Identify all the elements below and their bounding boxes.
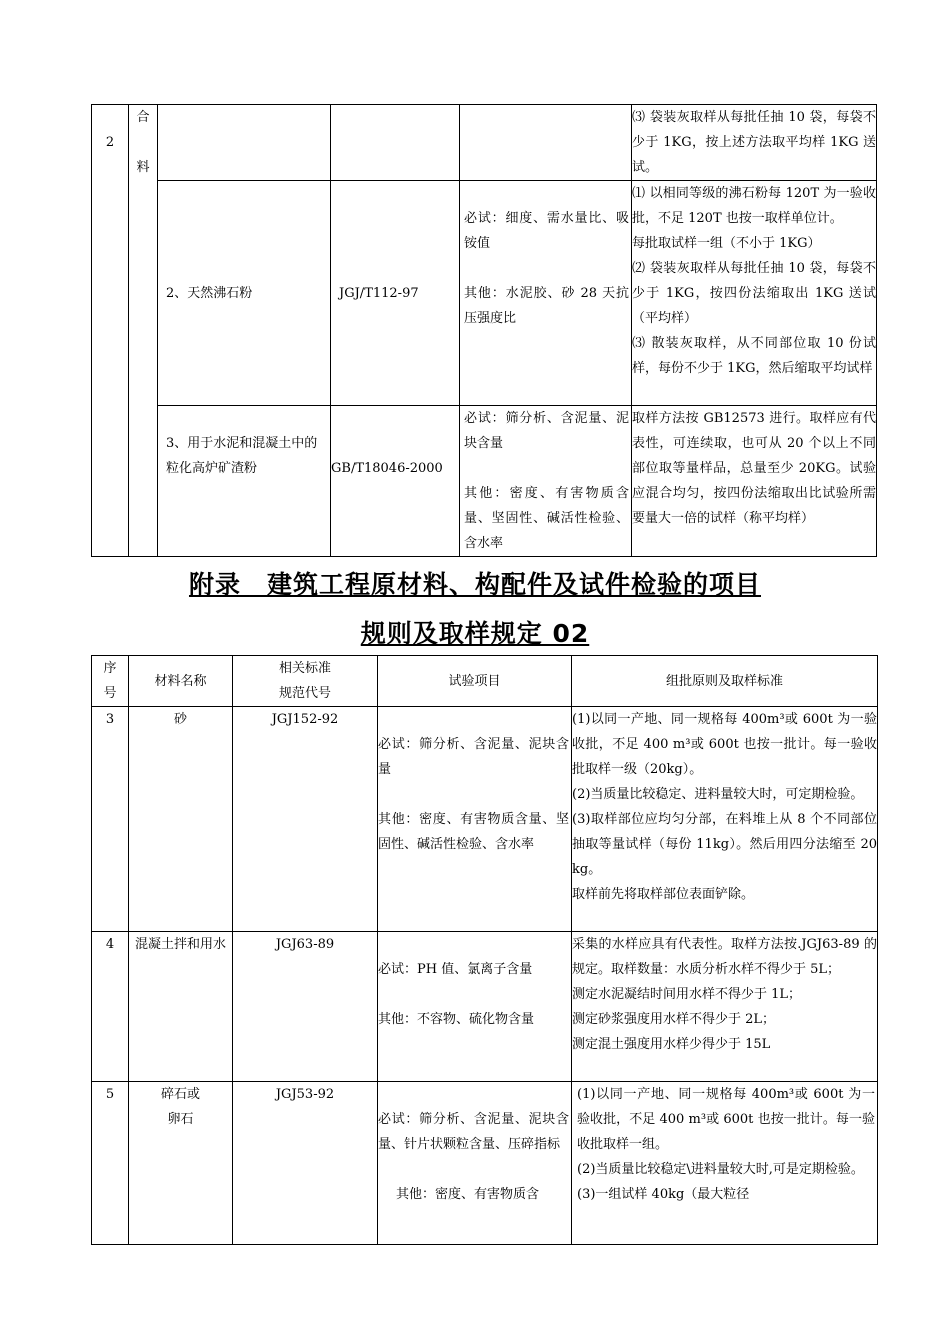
sampling-cell: 取样方法按 GB12573 进行。取样应有代表性，可连续取，也可从 20 个以上不同部位取等量样品，总量至少 20KG。试验应混合均匀，按四份法缩取出比试验所需要量大一倍的试样（称平均样） [632,406,877,557]
material-name-cell: 混凝土拌和用水 [129,932,233,1082]
table-row [92,707,878,932]
test-items-cell [378,707,572,932]
header-seq: 序 号 [92,656,129,707]
sampling-cell: (1)以同一产地、同一规格每 400m³或 600t 为一验收批，不足 400 m³或 600t 也按一批计。每一验收批取样一级（20kg）。 (2)当质量比较稳定、进料量较大时，可定期检验。 (3)取样部位应均匀分部，在料堆上从 8 个不同部位抽取等量试样（每份 11kg）。然后用四分法缩至 20 kg。 取样前先将取样部位表面铲除。 [572,707,878,932]
category-char: 合 [136,110,150,125]
table-row [92,181,877,406]
table-header-row [92,656,878,707]
test-other: 其他：密度、有害物质含 [396,1187,540,1202]
test-other: 其他：不容物、硫化物含量 [378,1012,535,1027]
header-standard-code: 相关标准 规范代号 [233,656,378,707]
seq-cell: 2 [92,105,129,557]
test-required: 必试：筛分析、含泥量、泥块含量 [464,411,629,451]
table-row [92,105,877,181]
standard-code-cell: JGJ/T112-97 [331,181,460,406]
sampling-cell: 采集的水样应具有代表性。取样方法按.JGJ63-89 的规定。取样数量：水质分析水样不得少于 5L； 测定水泥凝结时间用水样不得少于 1L； 测定砂浆强度用水样不得少于 2L； 测定混土强度用水样少得少于 15L [572,932,878,1082]
test-required: 必试：筛分析、含泥量、泥块含量、针片状颗粒含量、压碎指标 [378,1112,569,1152]
standard-code-cell: JGJ53-92 [233,1082,378,1245]
standard-code-cell: JGJ63-89 [233,932,378,1082]
test-required: 必试：PH 值、氯离子含量 [378,962,533,977]
top-table [91,104,877,557]
standard-code-cell: GB/T18046-2000 [331,406,460,557]
test-items-cell [460,105,632,181]
sampling-cell: ⑶ 袋装灰取样从每批任抽 10 袋，每袋不少于 1KG，按上述方法取平均样 1KG 送试。 [632,105,877,181]
header-sampling: 组批原则及取样标准 [572,656,878,707]
seq-cell: 3 [92,707,129,932]
test-other: 其他：密度、有害物质含量、坚固性、碱活性检验、含水率 [464,486,629,551]
header-material-name: 材料名称 [129,656,233,707]
material-name-cell: 3、用于水泥和混凝土中的粒化高炉矿渣粉 [158,406,331,557]
material-name-cell: 砂 [129,707,233,932]
category-cell [129,105,158,557]
test-other: 其他：水泥胶、砂 28 天抗压强度比 [464,286,629,326]
material-name-cell [158,105,331,181]
standard-code-cell: JGJ152-92 [233,707,378,932]
page-title-line1: 附录 建筑工程原材料、构配件及试件检验的项目 [188,570,761,599]
header-test-items: 试验项目 [378,656,572,707]
material-name-cell: 2、天然沸石粉 [158,181,331,406]
test-items-cell [460,181,632,406]
test-other: 其他：密度、有害物质含量、坚固性、碱活性检验、含水率 [378,812,569,852]
test-items-cell [378,932,572,1082]
sampling-cell: ⑴ 以相同等级的沸石粉每 120T 为一验收批，不足 120T 也按一取样单位计。 每批取试样一组（不小于 1KG） ⑵ 袋装灰取样从每批任抽 10 袋，每袋不少于 1KG，按四份法缩取出 1KG 送试（平均样） ⑶ 散装灰取样，从不同部位取 10 份试样，每份不少于 1KG，然后缩取平均试样 [632,181,877,406]
table-row [92,932,878,1082]
table-row [92,1082,878,1245]
material-name-cell: 碎石或 卵石 [129,1082,233,1245]
seq-cell: 5 [92,1082,129,1245]
materials-table [91,655,878,1245]
page-title-line2: 规则及取样规定 02 [360,619,590,648]
sampling-cell: (1)以同一产地、同一规格每 400m³或 600t 为一验收批，不足 400 m³或 600t 也按一批计。每一验收批取样一组。 (2)当质量比较稳定\进料量较大时,可是定期检验。 (3)一组试样 40kg（最大粒径 [572,1082,878,1245]
test-items-cell [460,406,632,557]
category-char: 料 [136,160,150,175]
test-required: 必试：筛分析、含泥量、泥块含量 [378,737,569,777]
test-items-cell [378,1082,572,1245]
standard-code-cell [331,105,460,181]
seq-cell: 4 [92,932,129,1082]
table-row [92,406,877,557]
test-required: 必试：细度、需水量比、吸铵值 [464,211,629,251]
